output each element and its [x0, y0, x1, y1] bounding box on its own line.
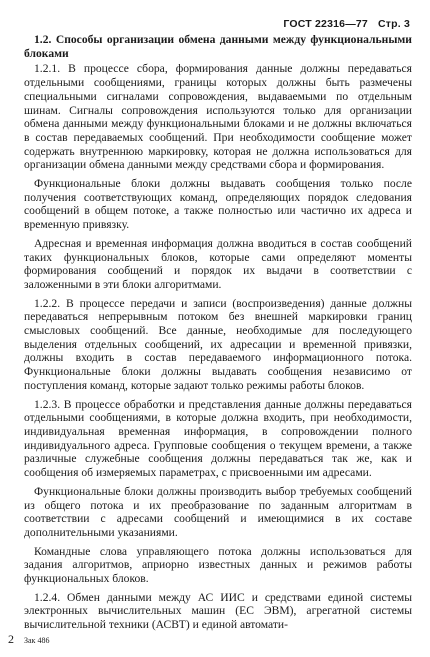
paragraph-command-words: Командные слова управляющего потока должны использоваться для задания алгоритмов, априорно известных данных и режимов работы функциональных блоков.: [24, 544, 412, 586]
sheet-number: 2: [8, 632, 14, 646]
paragraph-1-2-4: 1.2.4. Обмен данными между АС ИИС и средствами единой системы электронных вычислительных машин (ЕС ЭВМ), агрегатной системы вычислительной техники (АСВТ) и единой автомати-: [24, 590, 412, 632]
paragraph-selection: Функциональные блоки должны производить выбор требуемых сообщений из общего потока и их преобразование по заданным алгоритмам в соответствии с адресами сообщений и имеющимися в их составе дополнительными указаниями.: [24, 484, 412, 539]
paragraph-1-2-1: 1.2.1. В процессе сбора, формирования данные должны передаваться отдельными сообщениями, границы которых должны быть размечены специальными сигналами сопровождения, выдаваемыми по отдельным шинам. Сигналы сопровождения используются только для организации обмена данными между функциональными блоками и не должны включаться в состав передаваемых сообщений. При необходимости сообщение может содержать внутреннюю маркировку, которая не должна использоваться для организации обмена данными между средствами сбора и формирования.: [24, 62, 412, 172]
order-note: Зак 486: [24, 636, 50, 645]
section-heading: 1.2. Способы организации обмена данными между функциональными блоками: [24, 33, 412, 60]
paragraph-1-2-3: 1.2.3. В процессе обработки и представления данные должны передаваться отдельными сообщениями, в которые должна входить, при необходимости, индивидуальная временная информация, в сопровождении полного индивидуального адреса. Групповые сообщения о текущем времени, а также различные служебные сообщения должны передаваться так же, как и сообщения об измеряемых параметрах, с присвоенными им адресами.: [24, 397, 412, 480]
paragraph-address-time: Адресная и временная информация должна вводиться в состав сообщений таких функциональных блоков, которые сами определяют моменты формирования сообщений и порядок их выдачи в соответствии с заложенными в эти блоки алгоритмами.: [24, 236, 412, 291]
paragraph-command-output: Функциональные блоки должны выдавать сообщения только после получения соответствующих команд, определяющих порядок следования сообщений в общем потоке, а также полностью или частично их адреса и временную привязку.: [24, 177, 412, 232]
page-footer: [8, 632, 49, 647]
main-text: [24, 33, 412, 634]
standard-number: ГОСТ 22316—77: [283, 18, 368, 30]
paragraph-1-2-2: 1.2.2. В процессе передачи и записи (воспроизведения) данные должны передаваться непрерывным потоком без внешней маркировки границ смысловых сообщений. Все данные, необходимые для последующего выделения отдельных сообщений, их адресации и временной привязки, должны входить в состав передаваемого информационного потока. Функциональные блоки должны выдавать сообщения независимо от поступления команд, которые задают только режимы работы блоков.: [24, 296, 412, 392]
page-header: [283, 18, 410, 30]
page-number-label: Стр. 3: [377, 18, 410, 30]
